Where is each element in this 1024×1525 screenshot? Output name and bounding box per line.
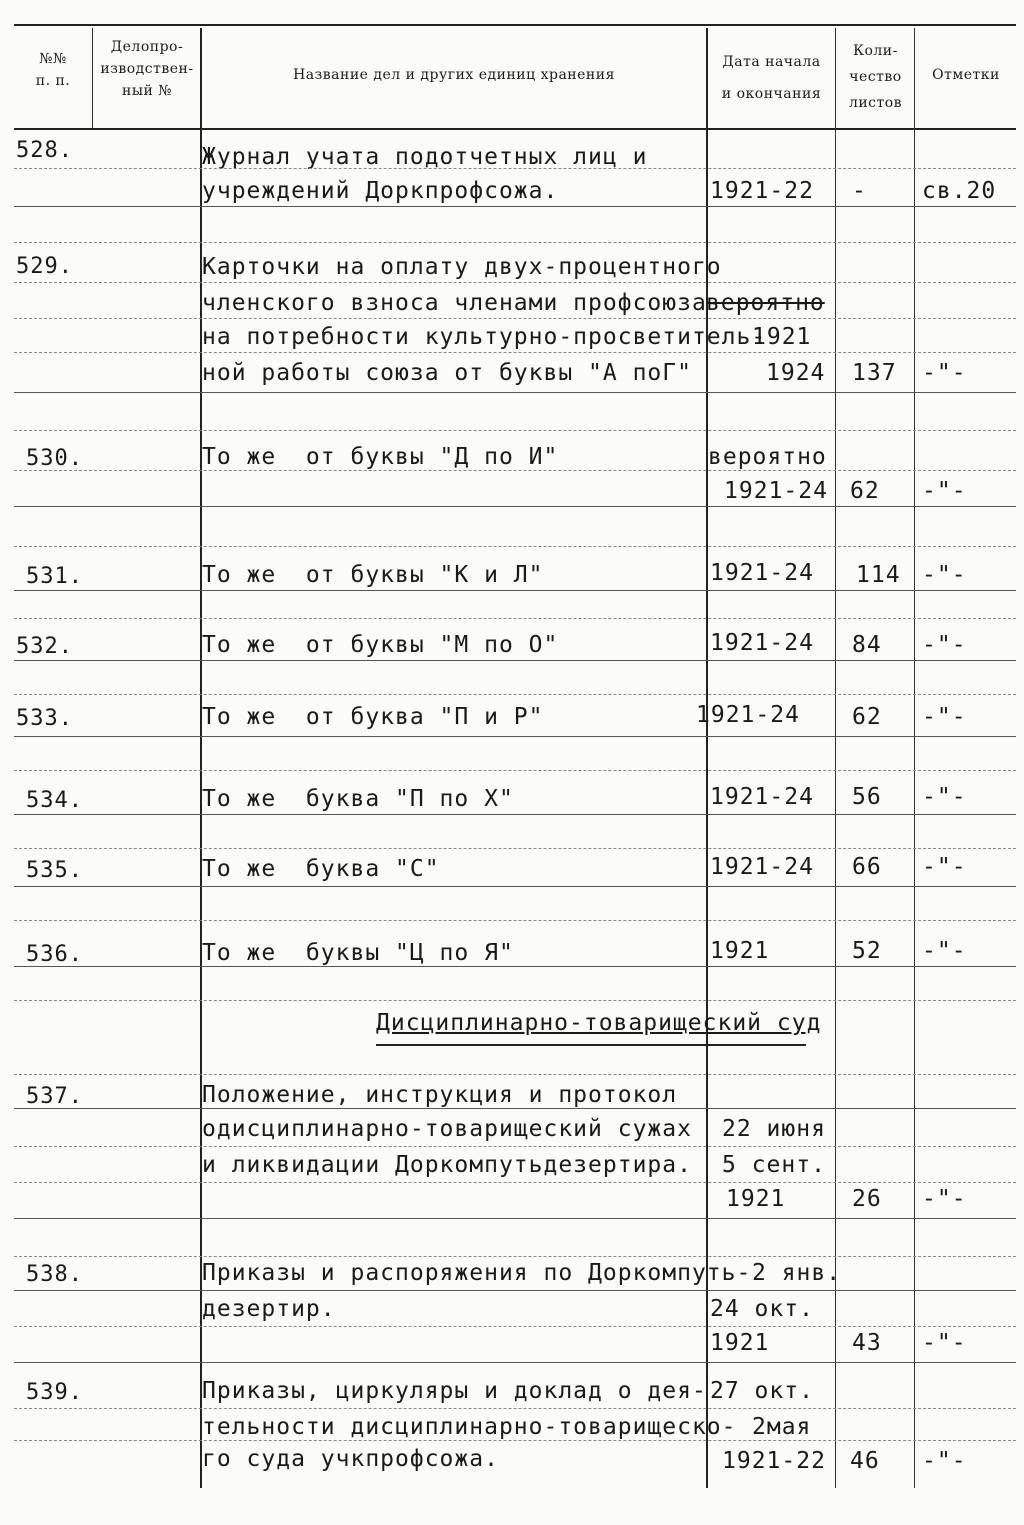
row-529-title-2: членского взноса членами профсоюза — [202, 290, 707, 316]
rule — [14, 168, 1016, 169]
rule — [14, 282, 1016, 283]
row-534-notes: -"- — [922, 784, 967, 810]
rule — [14, 506, 1016, 507]
rule — [14, 1326, 1016, 1327]
rule — [14, 618, 1016, 619]
row-532-num: 532. — [16, 634, 73, 659]
rule — [14, 770, 1016, 771]
rule — [14, 660, 1016, 661]
row-528-title-2: учреждений Доркпрофсожа. — [202, 178, 559, 204]
row-529-title-1: Карточки на оплату двух-процентного — [202, 254, 722, 280]
rule — [14, 206, 1016, 207]
row-534-title: То же буква "П по Х" — [202, 786, 514, 812]
rule — [14, 1182, 1016, 1183]
row-533-sheets: 62 — [852, 704, 882, 730]
row-531-dates: 1921-24 — [710, 560, 814, 586]
row-537-title-2: одисциплинарно-товарищеский сужах — [202, 1116, 692, 1142]
header-office-num: Делопро- изводствен- ный № — [100, 39, 194, 99]
rule — [14, 1218, 1016, 1219]
row-539-title-1: Приказы, циркуляры и доклад о дея- — [202, 1378, 707, 1404]
rule — [14, 1146, 1016, 1147]
rule — [14, 352, 1016, 353]
row-528-sheets: - — [852, 178, 867, 204]
row-528-title-1: Журнал учата подотчетных лиц и — [202, 144, 648, 170]
row-539-date-end: 2мая — [752, 1414, 812, 1440]
row-537-title-1: Положение, инструкция и протокол — [202, 1082, 678, 1108]
row-536-title: То же буквы "Ц по Я" — [202, 940, 514, 966]
row-538-sheets: 43 — [852, 1330, 882, 1356]
rule — [14, 1290, 1016, 1291]
row-537-num: 537. — [26, 1084, 83, 1109]
row-530-sheets: 62 — [850, 478, 880, 504]
row-539-years: 1921-22 — [722, 1448, 826, 1474]
row-535-notes: -"- — [922, 854, 967, 880]
rule — [14, 546, 1016, 547]
rule — [14, 886, 1016, 887]
row-535-num: 535. — [26, 858, 83, 883]
row-537-sheets: 26 — [852, 1186, 882, 1212]
row-528-num: 528. — [16, 138, 73, 163]
rule — [14, 1074, 1016, 1075]
row-538-year: 1921 — [710, 1330, 770, 1356]
row-529-sheets: 137 — [852, 360, 897, 386]
row-532-sheets: 84 — [852, 632, 882, 658]
row-529-notes: -"- — [922, 360, 967, 386]
row-539-title-2: тельности дисциплинарно-товарищеско- — [202, 1414, 737, 1440]
row-531-num: 531. — [26, 564, 83, 589]
row-533-notes: -"- — [922, 704, 967, 730]
row-534-sheets: 56 — [852, 784, 882, 810]
row-533-title: То же от буква "П и Р" — [202, 704, 544, 730]
rule — [14, 1256, 1016, 1257]
row-539-num: 539. — [26, 1380, 83, 1405]
row-532-notes: -"- — [922, 632, 967, 658]
row-532-dates: 1921-24 — [710, 630, 814, 656]
row-529-title-4: ной работы союза от буквы "А поГ" — [202, 360, 692, 386]
row-530-dates-probably: вероятно — [708, 444, 827, 470]
row-539-date-start: 27 окт. — [710, 1378, 814, 1404]
row-537-date-start: 22 июня — [722, 1116, 826, 1142]
row-536-dates: 1921 — [710, 938, 770, 964]
row-530-num: 530. — [26, 446, 83, 471]
rule — [14, 920, 1016, 921]
row-537-title-3: и ликвидации Доркомпутьдезертира. — [202, 1152, 692, 1178]
row-531-title: То же от буквы "К и Л" — [202, 562, 544, 588]
row-529-title-3: на потребности культурно-просветитель- — [202, 324, 767, 350]
row-535-sheets: 66 — [852, 854, 882, 880]
row-529-num: 529. — [16, 254, 73, 279]
rule — [14, 1362, 1016, 1363]
rule — [14, 470, 1016, 471]
rule — [14, 590, 1016, 591]
rule — [14, 1408, 1016, 1409]
row-536-num: 536. — [26, 942, 83, 967]
row-530-notes: -"- — [922, 478, 967, 504]
row-534-num: 534. — [26, 788, 83, 813]
header-notes: Отметки — [932, 67, 1000, 83]
col-divider-5 — [914, 28, 915, 1488]
rule — [14, 392, 1016, 393]
row-532-title: То же от буквы "М по О" — [202, 632, 559, 658]
row-539-notes: -"- — [922, 1448, 967, 1474]
section-underline — [376, 1044, 806, 1046]
section-title: Дисциплинарно-товарищеский суд — [376, 1010, 822, 1036]
row-529-dates-probably: вероятно — [706, 290, 825, 316]
row-537-notes: -"- — [922, 1186, 967, 1212]
col-divider-1 — [92, 28, 93, 128]
rule — [14, 242, 1016, 243]
header-bottom-border — [14, 128, 1016, 130]
row-538-title-1: Приказы и распоряжения по Доркомпуть- — [202, 1260, 752, 1286]
row-537-date-end: 5 сент. — [722, 1152, 826, 1178]
row-539-title-3: го суда учкпрофсожа. — [202, 1446, 499, 1472]
header-num: №№ п. п. — [35, 51, 71, 89]
row-538-notes: -"- — [922, 1330, 967, 1356]
rule — [14, 814, 1016, 815]
row-538-date-start: 2 янв. — [752, 1260, 842, 1286]
rule — [14, 966, 1016, 967]
rule — [14, 1440, 1016, 1441]
row-531-notes: -"- — [922, 562, 967, 588]
row-533-num: 533. — [16, 706, 73, 731]
header-title: Название дел и других единиц хранения — [293, 67, 615, 83]
row-539-sheets: 46 — [850, 1448, 880, 1474]
row-536-notes: -"- — [922, 938, 967, 964]
row-529-date-end: 1924 — [766, 360, 826, 386]
row-531-sheets: 114 — [856, 562, 901, 588]
rule — [14, 1108, 1016, 1109]
row-538-num: 538. — [26, 1262, 83, 1287]
header-sheets: Коли- чество листов — [848, 43, 903, 111]
row-535-dates: 1921-24 — [710, 854, 814, 880]
row-529-date-start: 1921 — [752, 324, 812, 350]
rule — [14, 736, 1016, 737]
row-538-title-2: дезертир. — [202, 1296, 336, 1322]
rule — [14, 430, 1016, 431]
row-535-title: То же буква "С" — [202, 856, 440, 882]
header-dates: Дата начала и окончания — [721, 54, 822, 102]
row-528-dates: 1921-22 — [710, 178, 814, 204]
rule — [14, 318, 1016, 319]
row-534-dates: 1921-24 — [710, 784, 814, 810]
rule — [14, 694, 1016, 695]
rule — [14, 1000, 1016, 1001]
row-530-dates: 1921-24 — [724, 478, 828, 504]
row-537-year: 1921 — [726, 1186, 786, 1212]
row-538-date-end: 24 окт. — [710, 1296, 814, 1322]
table-top-border — [14, 24, 1016, 26]
row-530-title: То же от буквы "Д по И" — [202, 444, 559, 470]
row-533-dates: 1921-24 — [696, 702, 800, 728]
row-528-notes: св.20 — [922, 178, 997, 204]
rule — [14, 848, 1016, 849]
row-536-sheets: 52 — [852, 938, 882, 964]
